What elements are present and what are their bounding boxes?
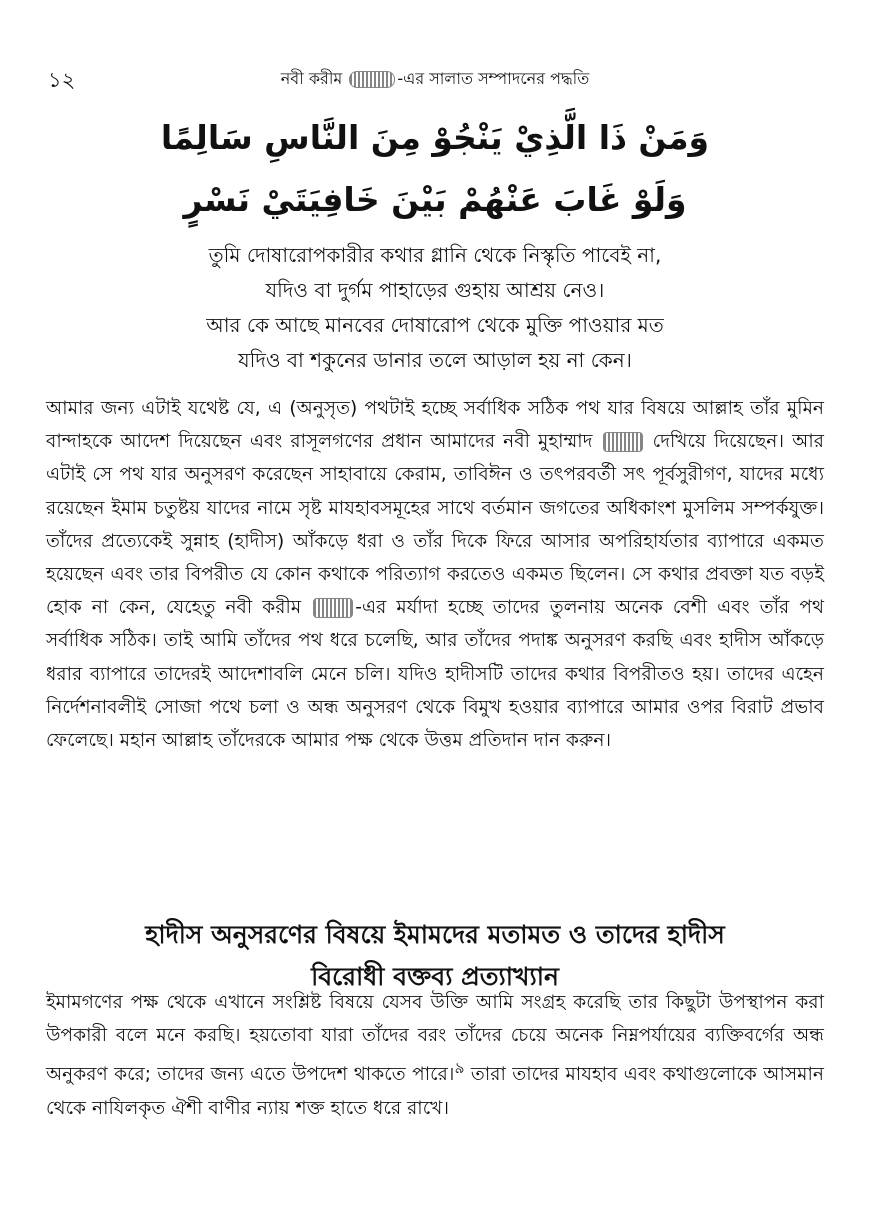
paragraph-1-text-c: -এর মর্যাদা হচ্ছে তাদের তুলনায় অনেক বেশী এবং তাঁর পথ সর্বাধিক সঠিক। তাই আমি তাঁদের পথ ধরে চলেছি, আর তাঁদের পদাঙ্ক অনুসরণ করছি এবং হাদীস আঁকড়ে ধরার ব্যাপারে তাদেরই আদেশাবলি মেনে চলি। যদিও হাদীসটি তাদের কথার বিপরীতও হয়। তাদের এহেন নির্দেশনাবলীই সোজা পথে চলা ও অন্ধ অনুসরণ থেকে বিমুখ হওয়ার ব্যাপারে আমার ওপর বিরাট প্রভাব ফেলেছে। মহান আল্লাহ তাঁদেরকে আমার পক্ষ থেকে উত্তম প্রতিদান দান করুন।	[46, 597, 824, 752]
verse-translation-line-3: আর কে আছে মানবের দোষারোপ থেকে মুক্তি পাওয়ার মত	[206, 313, 664, 337]
section-heading-line-1: হাদীস অনুসরণের বিষয়ে ইমামদের মতামত ও তাদের হাদীস	[145, 920, 725, 949]
body-paragraph-2	[46, 986, 824, 1191]
paragraph-2-text-b: তারা তাদের মাযহাব এবং কথাগুলোকে আসমান থেকে নাযিলকৃত ঐশী বাণীর ন্যায় শক্ত হাতে ধরে রাখে।	[46, 1064, 824, 1119]
salutation-seal-icon	[603, 432, 643, 452]
paragraph-2-text-a: ইমামগণের পক্ষ থেকে এখানে সংশ্লিষ্ট বিষয়ে যেসব উক্তি আমি সংগ্রহ করেছি তার কিছুটা উপস্থাপন করা উপকারী বলে মনে করছি। হয়তোবা যারা তাঁদের বরং তাঁদের চেয়ে অনেক নিম্নপর্যায়ের ব্যক্তিবর্গের অন্ধ অনুকরণ করে; তাদের জন্য এতে উপদেশ থাকতে পারে।	[46, 992, 824, 1086]
body-paragraph-1	[46, 392, 824, 889]
verse-translation-line-4: যদিও বা শকুনের ডানার তলে আড়াল হয় না কেন।	[238, 348, 632, 372]
verse-translation-line-1: তুমি দোষারোপকারীর কথার গ্লানি থেকে নিস্কৃতি পাবেই না,	[208, 243, 662, 267]
paragraph-1-text-a: আমার জন্য এটাই যথেষ্ট যে, এ (অনুসৃত) পথটাই হচ্ছে সর্বাধিক সঠিক পথ যার বিষয়ে আল্লাহ তাঁর মুমিন বান্দাহকে আদেশ দিয়েছেন এবং রাসূলগণের প্রধান আমাদের নবী মুহাম্মাদ	[46, 398, 824, 453]
salutation-seal-icon	[349, 71, 395, 88]
page-number: ১২	[48, 68, 76, 92]
footnote-marker: ৯	[454, 1059, 465, 1078]
running-title-start: নবী করীম	[280, 69, 343, 88]
running-header	[40, 58, 830, 92]
paragraph-1-text-b: দেখিয়ে দিয়েছেন। আর এটাই সে পথ যার অনুসরণ করেছেন সাহাবায়ে কেরাম, তাবিঈন ও তৎপরবর্তী সৎ পূর্বসুরীগণ, যাদের মধ্যে রয়েছেন ইমাম চতুষ্টয় যাদের নামে সৃষ্ট মাযহাবসমূহের সাথে বর্তমান জগতের অধিকাংশ মুসলিম সম্পর্কযুক্ত। তাঁদের প্রত্যেকেই সুন্নাহ (হাদীস) আঁকড়ে ধরা ও তাঁর দিকে ফিরে আসার অপরিহার্যতার ব্যাপারে একমত হয়েছেন এবং তার বিপরীত যে কোন কথাকে পরিত্যাগ করতেও একমত ছিলেন। সে কথার প্রবক্তা যত বড়ই হোক না কেন, যেহেতু নবী করীম	[46, 431, 824, 619]
running-title-end: -এর সালাত সম্পাদনের পদ্ধতি	[397, 69, 590, 88]
arabic-verse-line-1: وَمَنْ ذَا الَّذِيْ يَنْجُوْ مِنَ النَّاسِ سَالِمًا	[160, 118, 710, 157]
salutation-seal-icon	[313, 598, 353, 618]
arabic-verse-line-2: وَلَوْ غَابَ عَنْهُمْ بَيْنَ خَافِيَتَيْ نَسْرٍ	[183, 180, 687, 219]
running-title	[40, 66, 830, 93]
section-heading-line-2: বিরোধী বক্তব্য প্রত্যাখ্যান	[311, 962, 559, 991]
verse-translation-line-2: যদিও বা দুর্গম পাহাড়ের গুহায় আশ্রয় নেও।	[265, 278, 605, 302]
